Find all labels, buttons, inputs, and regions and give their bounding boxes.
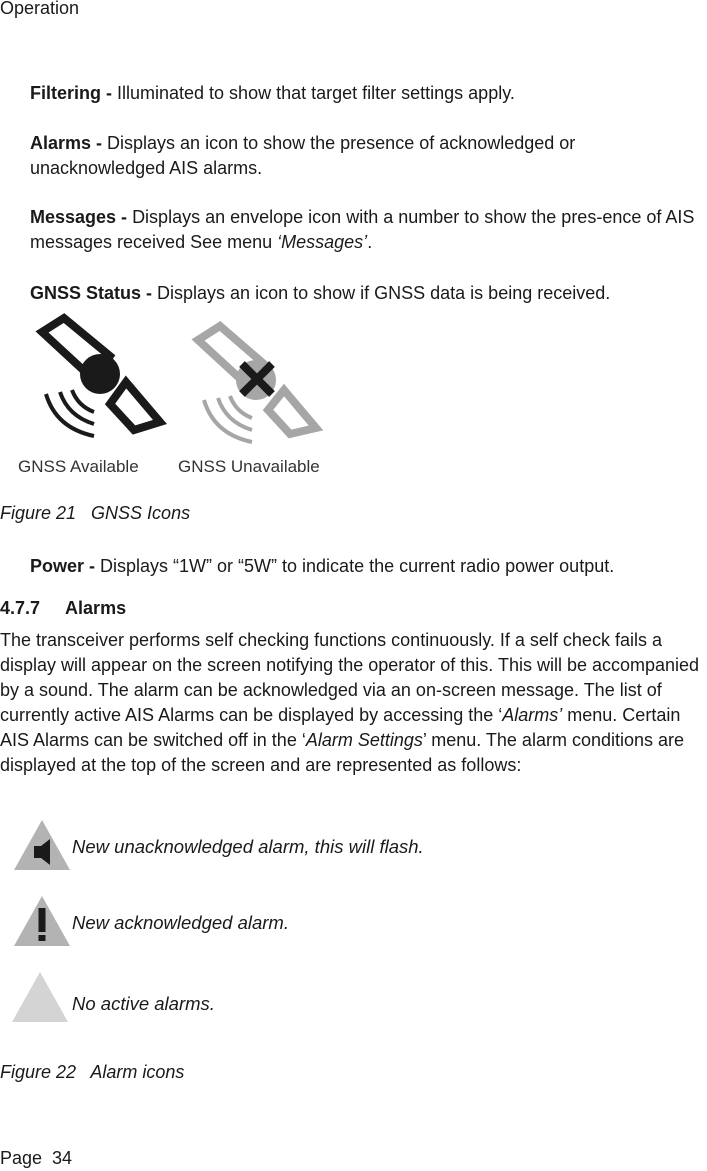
alarms-body-text xyxy=(0,628,705,779)
figure-22-caption: Figure 22 Alarm icons xyxy=(0,1062,185,1082)
messages-item xyxy=(30,205,702,255)
gnss-unavailable-label: GNSS Unavailable xyxy=(178,457,320,476)
body-part-3: ’ menu. The alarm conditions are displayed at the top of the screen and are represented as follows: xyxy=(0,730,685,776)
item-term: Filtering - xyxy=(30,83,117,103)
body-part-2: menu. Certain AIS Alarms can be switched off in the ‘ xyxy=(0,705,681,751)
section-title: Alarms xyxy=(65,598,127,618)
alarm-text: No active alarms. xyxy=(72,993,215,1014)
no-alarm-icon xyxy=(10,970,70,1024)
filtering-item xyxy=(30,81,702,106)
item-desc: Illuminated to show that target filter settings apply. xyxy=(117,83,515,103)
gnss-available-icon xyxy=(42,318,160,436)
speaker-alarm-icon xyxy=(12,818,72,872)
exclamation-alarm-icon xyxy=(12,894,72,948)
item-desc: Displays an icon to show if GNSS data is being received. xyxy=(157,283,611,303)
item-term: Messages - xyxy=(30,207,133,227)
item-term: Power - xyxy=(30,556,101,576)
section-number: 4.7.7 xyxy=(0,598,41,618)
menu-reference-alarm-settings: Alarm Settings xyxy=(305,730,423,751)
alarms-item xyxy=(30,131,702,181)
section-heading xyxy=(0,598,126,619)
alarm-text: New acknowledged alarm. xyxy=(72,912,289,933)
gnss-unavailable-icon xyxy=(198,326,316,442)
page-footer: Page 34 xyxy=(0,1148,73,1168)
item-term: Alarms - xyxy=(30,133,108,153)
gnss-status-item xyxy=(30,281,702,306)
item-term: GNSS Status - xyxy=(30,283,158,303)
menu-reference-alarms: Alarms’ xyxy=(502,705,563,726)
item-desc: Displays an icon to show the presence of acknowledged or unacknowledged AIS alarms. xyxy=(30,133,576,178)
page-header: Operation xyxy=(0,0,80,18)
gnss-available-label: GNSS Available xyxy=(18,457,139,476)
power-item xyxy=(30,554,707,579)
item-desc-end: . xyxy=(367,232,373,252)
alarm-text: New unacknowledged alarm, this will flash. xyxy=(72,836,424,857)
item-desc: Displays “1W” or “5W” to indicate the current radio power output. xyxy=(100,556,615,576)
item-desc: Displays an envelope icon with a number to show the pres-ence of AIS messages received See menu xyxy=(30,207,695,252)
figure-21-caption: Figure 21 GNSS Icons xyxy=(0,503,191,523)
body-part-1: The transceiver performs self checking functions continuously. If a self check fails a display will appear on the screen notifying the operator of this. This will be accompanied by a sound. The alarm can be acknowledged via an on-screen message. The list of currently active AIS Alarms can be displayed by accessing the ‘ xyxy=(0,630,700,726)
menu-reference: ‘Messages’ xyxy=(277,232,368,252)
